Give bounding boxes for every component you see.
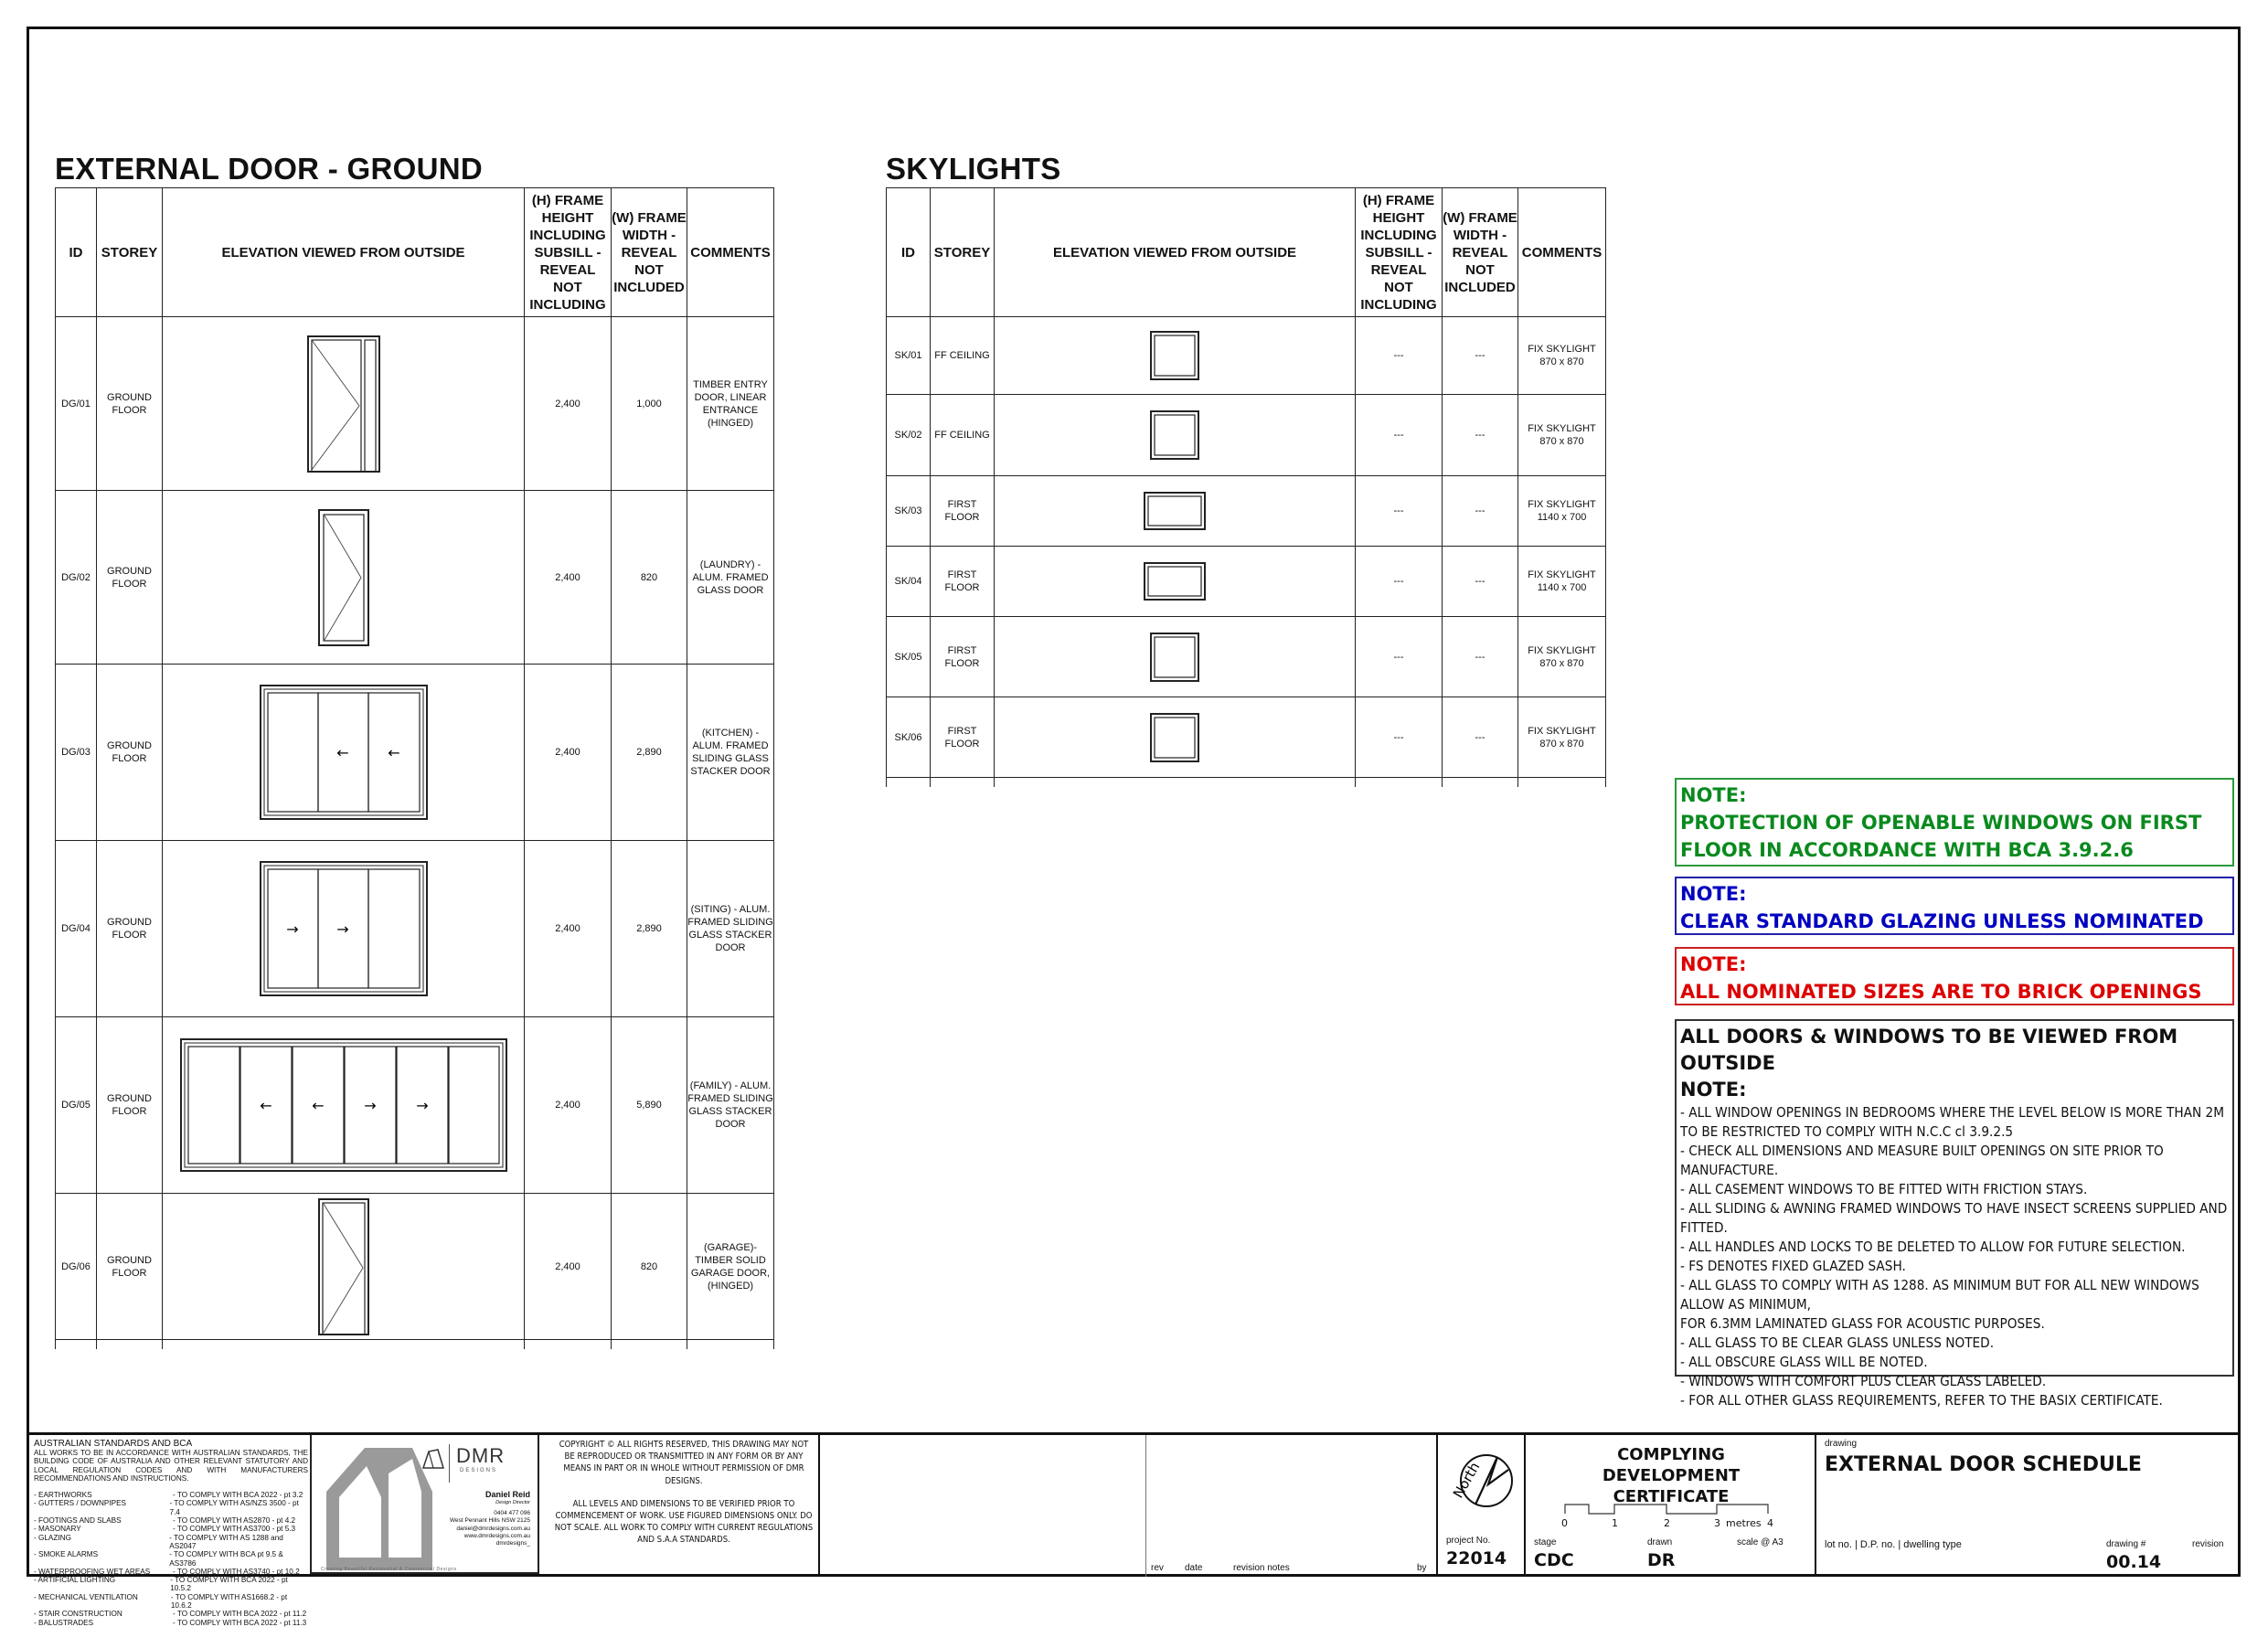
brand-sub: DESIGNS	[460, 1468, 498, 1473]
door-id: DG/01	[56, 317, 97, 491]
door-comments: (GARAGE)- TIMBER SOLID GARAGE DOOR, (HINGED)	[687, 1194, 774, 1340]
scale-bar-icon	[1561, 1497, 1799, 1525]
header-frame-width: (W) FRAME WIDTH - REVEAL NOT INCLUDED	[612, 188, 687, 317]
header-storey: STOREY	[931, 188, 995, 317]
table-row	[887, 547, 1606, 617]
skylight-height: ---	[1356, 697, 1443, 778]
door-height: 2,400	[525, 491, 612, 665]
revision-col-notes: revision notes	[1233, 1563, 1290, 1573]
skylight-storey: FF CEILING	[931, 317, 995, 395]
standard-item: - GLAZING	[34, 1533, 71, 1542]
skylight-height: ---	[1356, 395, 1443, 476]
svg-text:←: ←	[259, 1097, 272, 1114]
standard-item: - GUTTERS / DOWNPIPES	[34, 1499, 126, 1508]
standards-row	[34, 1619, 308, 1627]
standards-title: AUSTRALIAN STANDARDS AND BCA	[34, 1439, 193, 1449]
revisions-block	[1148, 1433, 1441, 1577]
skylight-height: ---	[1356, 547, 1443, 617]
note-text: CLEAR STANDARD GLAZING UNLESS NOMINATED	[1680, 910, 2204, 932]
svg-text:←: ←	[311, 1097, 325, 1114]
door-comments: (LAUNDRY) - ALUM. FRAMED GLASS DOOR	[687, 491, 774, 665]
sliding-stacker-door-6-panel-drawing	[180, 1038, 507, 1172]
door-id: DG/05	[56, 1017, 97, 1194]
project-no-label: project No.	[1446, 1536, 1491, 1546]
skylight-id: SK/03	[887, 476, 931, 547]
skylight-id: SK/02	[887, 395, 931, 476]
skylight-comments: FIX SKYLIGHT 870 x 870	[1518, 697, 1606, 778]
skylights-title: SKYLIGHTS	[886, 152, 1061, 186]
standard-requirement: - TO COMPLY WITH BCA 2022 - pt 11.2	[173, 1610, 307, 1619]
certificate-title: COMPLYING DEVELOPMENT CERTIFICATE	[1602, 1445, 1741, 1506]
revision-col-rev: rev	[1151, 1563, 1164, 1573]
copyright-block	[554, 1433, 814, 1577]
header-id: ID	[887, 188, 931, 317]
skylight-width: ---	[1443, 395, 1518, 476]
door-comments: (FAMILY) - ALUM. FRAMED SLIDING GLASS STACKER DOOR	[687, 1017, 774, 1194]
table-row	[887, 395, 1606, 476]
door-storey: GROUND FLOOR	[97, 665, 163, 841]
door-elevation	[163, 491, 525, 665]
standards-row	[34, 1568, 308, 1576]
table-row	[887, 476, 1606, 547]
note-label: NOTE:	[1680, 883, 1747, 905]
contact-name: Daniel Reid	[484, 1490, 530, 1499]
header-frame-width: (W) FRAME WIDTH - REVEAL NOT INCLUDED	[1443, 188, 1518, 317]
door-width: 2,890	[612, 665, 687, 841]
skylight-elevation	[995, 547, 1356, 617]
copyright-text: COPYRIGHT © ALL RIGHTS RESERVED, THIS DRAWING MAY NOT BE REPRODUCED OR TRANSMITTED IN ANY FORM OR BY ANY MEANS IN PART OR IN WHOLE WITHOUT PERMISSION OF DMR DESIGNS.	[559, 1440, 809, 1486]
table-row	[56, 1194, 774, 1340]
door-schedule-header	[56, 188, 774, 317]
skylight-storey: FIRST FLOOR	[931, 617, 995, 697]
door-id: DG/04	[56, 841, 97, 1017]
scale-tick: 1	[1612, 1517, 1618, 1529]
header-storey: STOREY	[97, 188, 163, 317]
skylights-header	[887, 188, 1606, 317]
door-height: 2,400	[525, 317, 612, 491]
note-text: ALL NOMINATED SIZES ARE TO BRICK OPENINGS	[1680, 981, 2202, 1003]
skylight-width: ---	[1443, 697, 1518, 778]
scale-tick: 4	[1767, 1517, 1773, 1529]
list-item: - ALL SLIDING & AWNING FRAMED WINDOWS TO HAVE INSECT SCREENS SUPPLIED AND FITTED.	[1680, 1200, 2228, 1236]
skylight-id: SK/04	[887, 547, 931, 617]
header-comments: COMMENTS	[687, 188, 774, 317]
list-item: - ALL HANDLES AND LOCKS TO BE DELETED TO ALLOW FOR FUTURE SELECTION.	[1680, 1239, 2186, 1255]
door-elevation	[163, 1194, 525, 1340]
general-notes-list	[1680, 1103, 2229, 1410]
stage-value: CDC	[1534, 1550, 1574, 1570]
header-comments: COMMENTS	[1518, 188, 1606, 317]
scale-label: scale @ A3	[1737, 1537, 1784, 1547]
skylight-id: SK/05	[887, 617, 931, 697]
skylight-elevation	[995, 697, 1356, 778]
door-height: 2,400	[525, 841, 612, 1017]
north-label: North	[1449, 1459, 1484, 1501]
drawing-number-value: 00.14	[2106, 1552, 2162, 1572]
standard-item: - ARTIFICIAL LIGHTING	[34, 1576, 116, 1585]
website: www.dmrdesigns.com.au	[463, 1532, 530, 1539]
svg-text:→: →	[415, 1097, 429, 1114]
header-frame-height: (H) FRAME HEIGHT INCLUDING SUBSILL - REVEAL NOT INCLUDING	[525, 188, 612, 317]
standards-row	[34, 1593, 308, 1611]
standards-list	[34, 1491, 308, 1627]
door-id: DG/02	[56, 491, 97, 665]
brand-name: DMR	[456, 1444, 506, 1467]
dmr-mark-icon	[421, 1448, 445, 1470]
header-elevation: ELEVATION VIEWED FROM OUTSIDE	[163, 188, 525, 317]
list-item: - ALL GLASS TO BE CLEAR GLASS UNLESS NOTED.	[1680, 1335, 1995, 1351]
note-heading: ALL DOORS & WINDOWS TO BE VIEWED FROM OUTSIDE	[1680, 1026, 2178, 1074]
svg-text:→: →	[335, 920, 349, 938]
skylight-id: SK/01	[887, 317, 931, 395]
drawn-label: drawn	[1647, 1537, 1673, 1547]
table-row	[887, 317, 1606, 395]
door-elevation	[163, 841, 525, 1017]
list-item: - FS DENOTES FIXED GLAZED SASH.	[1680, 1258, 1906, 1274]
skylight-storey: FIRST FLOOR	[931, 697, 995, 778]
standards-row	[34, 1534, 308, 1551]
skylights-table	[886, 187, 1606, 787]
skylight-comments: FIX SKYLIGHT 1140 x 700	[1518, 476, 1606, 547]
skylight-storey: FIRST FLOOR	[931, 547, 995, 617]
table-row	[56, 491, 774, 665]
certificate-block	[1527, 1433, 1815, 1577]
skylight-id: SK/06	[887, 697, 931, 778]
scale-tick: 2	[1664, 1517, 1670, 1529]
lot-details-label: lot no. | D.P. no. | dwelling type	[1825, 1539, 1962, 1550]
skylight-width: ---	[1443, 617, 1518, 697]
skylight-comments: FIX SKYLIGHT 870 x 870	[1518, 317, 1606, 395]
rectangular-skylight-drawing	[1144, 562, 1206, 601]
contact-details	[450, 1510, 530, 1547]
skylight-width: ---	[1443, 317, 1518, 395]
sliding-stacker-door-3-panel-drawing	[260, 861, 428, 996]
list-item: FOR 6.3MM LAMINATED GLASS FOR ACOUSTIC PURPOSES.	[1680, 1315, 2045, 1332]
skylight-elevation	[995, 395, 1356, 476]
door-width: 2,890	[612, 841, 687, 1017]
standards-row	[34, 1491, 308, 1499]
table-row	[887, 697, 1606, 778]
address: West Pennant Hills NSW 2125	[449, 1517, 530, 1525]
square-skylight-drawing	[1150, 633, 1199, 682]
door-storey: GROUND FLOOR	[97, 841, 163, 1017]
skylight-width: ---	[1443, 476, 1518, 547]
door-height: 2,400	[525, 1017, 612, 1194]
note-label: NOTE:	[1680, 1079, 1747, 1101]
door-storey: GROUND FLOOR	[97, 1194, 163, 1340]
table-row	[56, 317, 774, 491]
skylight-height: ---	[1356, 476, 1443, 547]
project-no-value: 22014	[1446, 1548, 1507, 1569]
door-height: 2,400	[525, 1194, 612, 1340]
drawing-title-block	[1817, 1433, 2238, 1577]
door-comments: TIMBER ENTRY DOOR, LINEAR ENTRANCE (HINGED)	[687, 317, 774, 491]
door-width: 820	[612, 491, 687, 665]
square-skylight-drawing	[1150, 410, 1199, 460]
hinged-door-with-sidelight-drawing	[307, 335, 380, 473]
solid-garage-door-drawing	[318, 1198, 369, 1335]
scale-tick: 0	[1561, 1517, 1568, 1529]
note-general-doors-windows	[1675, 1019, 2234, 1409]
header-elevation: ELEVATION VIEWED FROM OUTSIDE	[995, 188, 1356, 317]
note-label: NOTE:	[1680, 953, 1747, 975]
skylight-width: ---	[1443, 547, 1518, 617]
standard-requirement: - TO COMPLY WITH AS2870 - pt 4.2	[173, 1516, 296, 1526]
door-elevation	[163, 317, 525, 491]
door-elevation	[163, 1017, 525, 1194]
rectangular-skylight-drawing	[1144, 492, 1206, 530]
list-item: - ALL OBSCURE GLASS WILL BE NOTED.	[1680, 1354, 1928, 1370]
standard-requirement: - TO COMPLY WITH AS/NZS 3500 - pt 7.4	[169, 1499, 299, 1516]
revision-col-by: by	[1417, 1563, 1427, 1573]
standard-requirement: - TO COMPLY WITH BCA 2022 - pt 11.3	[173, 1618, 307, 1627]
standard-item: - MASONARY	[34, 1525, 81, 1534]
note-clear-glazing	[1675, 877, 2234, 935]
skylight-elevation	[995, 476, 1356, 547]
square-skylight-drawing	[1150, 331, 1199, 380]
door-width: 5,890	[612, 1017, 687, 1194]
revision-label: revision	[2192, 1539, 2224, 1549]
door-id: DG/03	[56, 665, 97, 841]
standard-item: - EARTHWORKS	[34, 1491, 92, 1500]
standards-row	[34, 1516, 308, 1525]
phone: 0404 477 096	[494, 1510, 530, 1516]
list-item: - WINDOWS WITH COMFORT PLUS CLEAR GLASS LABELED.	[1680, 1373, 2047, 1389]
sliding-stacker-door-3-panel-drawing	[260, 685, 428, 820]
skylight-comments: FIX SKYLIGHT 1140 x 700	[1518, 547, 1606, 617]
stage-label: stage	[1534, 1537, 1557, 1547]
list-item: - CHECK ALL DIMENSIONS AND MEASURE BUILT OPENINGS ON SITE PRIOR TO MANUFACTURE.	[1680, 1143, 2164, 1178]
contact-role: Design Director	[495, 1500, 530, 1505]
email: daniel@dmrdesigns.com.au	[456, 1525, 530, 1532]
standard-requirement: - TO COMPLY WITH AS3700 - pt 5.3	[173, 1525, 296, 1534]
drawing-number-label: drawing #	[2106, 1539, 2146, 1549]
list-item: - ALL GLASS TO COMPLY WITH AS 1288. AS MINIMUM BUT FOR ALL NEW WINDOWS ALLOW AS MINIMUM,	[1680, 1277, 2199, 1313]
list-item: - ALL WINDOW OPENINGS IN BEDROOMS WHERE THE LEVEL BELOW IS MORE THAN 2M TO BE RESTRICTED TO COMPLY WITH N.C.C cl 3.9.2.5	[1680, 1104, 2225, 1140]
dmr-logo-block	[310, 1435, 539, 1574]
list-item: - FOR ALL OTHER GLASS REQUIREMENTS, REFER TO THE BASIX CERTIFICATE.	[1680, 1392, 2163, 1409]
standards-intro: ALL WORKS TO BE IN ACCORDANCE WITH AUSTRALIAN STANDARDS, THE BUILDING CODE OF AUSTRALIA AND OTHER RELEVANT STATUTORY AND LOCAL REGULATION CODES AND WITH MANUFACTURERS RECOMMENDATIONS AND INSTRUCTIONS.	[34, 1449, 308, 1483]
glass-door-drawing	[318, 509, 369, 646]
note-first-floor-window-protection	[1675, 778, 2234, 867]
standards-row	[34, 1550, 308, 1568]
skylight-height: ---	[1356, 617, 1443, 697]
header-id: ID	[56, 188, 97, 317]
standard-requirement: - TO COMPLY WITH BCA 2022 - pt 3.2	[173, 1491, 303, 1500]
north-arrow-icon	[1441, 1442, 1519, 1525]
svg-text:←: ←	[387, 744, 400, 761]
door-height: 2,400	[525, 665, 612, 841]
drawn-value: DR	[1647, 1550, 1676, 1570]
table-row	[56, 841, 774, 1017]
note-brick-openings	[1675, 947, 2234, 1005]
skylight-storey: FF CEILING	[931, 395, 995, 476]
standard-requirement: - TO COMPLY WITH AS 1288 and AS2047	[169, 1533, 283, 1550]
door-id: DG/06	[56, 1194, 97, 1340]
standard-item: - STAIR CONSTRUCTION	[34, 1610, 122, 1619]
skylight-elevation	[995, 617, 1356, 697]
standards-row	[34, 1525, 308, 1533]
door-width: 820	[612, 1194, 687, 1340]
standard-requirement: - TO COMPLY WITH BCA pt 9.5 & AS3786	[169, 1550, 283, 1568]
australian-standards-block	[34, 1433, 308, 1627]
scale-tick: 3	[1714, 1517, 1720, 1529]
standards-row	[34, 1576, 308, 1593]
table-row	[56, 665, 774, 841]
svg-text:→: →	[363, 1097, 377, 1114]
logo-tagline: Creating Beautiful Residential & Commercial Designs	[321, 1567, 457, 1572]
door-width: 1,000	[612, 317, 687, 491]
table-row	[56, 1017, 774, 1194]
note-label: NOTE:	[1680, 784, 1747, 806]
north-project-block	[1439, 1433, 1523, 1577]
drawing-title: EXTERNAL DOOR SCHEDULE	[1825, 1453, 2142, 1476]
door-storey: GROUND FLOOR	[97, 317, 163, 491]
standard-item: - FOOTINGS AND SLABS	[34, 1516, 122, 1526]
standard-item: - SMOKE ALARMS	[34, 1550, 99, 1559]
verification-text: ALL LEVELS AND DIMENSIONS TO BE VERIFIED PRIOR TO COMMENCEMENT OF WORK. USE FIGURED DIMENSIONS ONLY. DO NOT SCALE. ALL WORK TO COMPLY WITH CURRENT REGULATIONS AND S.A.A STANDARDS.	[554, 1498, 814, 1546]
standard-item: - BALUSTRADES	[34, 1618, 94, 1627]
door-schedule-title: EXTERNAL DOOR - GROUND	[55, 152, 484, 186]
note-text: PROTECTION OF OPENABLE WINDOWS ON FIRST FLOOR IN ACCORDANCE WITH BCA 3.9.2.6	[1680, 812, 2202, 861]
skylight-comments: FIX SKYLIGHT 870 x 870	[1518, 617, 1606, 697]
skylight-height: ---	[1356, 317, 1443, 395]
list-item: - ALL CASEMENT WINDOWS TO BE FITTED WITH FRICTION STAYS.	[1680, 1181, 2088, 1197]
skylight-comments: FIX SKYLIGHT 870 x 870	[1518, 395, 1606, 476]
door-comments: (SITING) - ALUM. FRAMED SLIDING GLASS STACKER DOOR	[687, 841, 774, 1017]
skylight-elevation	[995, 317, 1356, 395]
standard-item: - WATERPROOFING WET AREAS	[34, 1567, 151, 1576]
svg-text:←: ←	[335, 744, 349, 761]
door-elevation	[163, 665, 525, 841]
social-handle: dmrdesigns_	[495, 1540, 530, 1547]
revision-col-date: date	[1185, 1563, 1203, 1573]
drawing-label: drawing	[1825, 1439, 1858, 1449]
door-storey: GROUND FLOOR	[97, 491, 163, 665]
skylight-storey: FIRST FLOOR	[931, 476, 995, 547]
standard-item: - MECHANICAL VENTILATION	[34, 1592, 138, 1601]
standard-requirement: - TO COMPLY WITH BCA 2022 - pt 10.5.2	[170, 1576, 288, 1593]
door-schedule-table	[55, 187, 774, 1349]
square-skylight-drawing	[1150, 713, 1199, 762]
scale-unit: metres	[1726, 1517, 1762, 1529]
table-row	[887, 617, 1606, 697]
door-comments: (KITCHEN) - ALUM. FRAMED SLIDING GLASS STACKER DOOR	[687, 665, 774, 841]
header-frame-height: (H) FRAME HEIGHT INCLUDING SUBSILL - REVEAL NOT INCLUDING	[1356, 188, 1443, 317]
standard-requirement: - TO COMPLY WITH AS3740 - pt 10.2	[173, 1567, 300, 1576]
standard-requirement: - TO COMPLY WITH AS1668.2 - pt 10.6.2	[170, 1592, 288, 1611]
svg-text:→: →	[285, 920, 299, 938]
door-storey: GROUND FLOOR	[97, 1017, 163, 1194]
standards-row	[34, 1610, 308, 1618]
standards-row	[34, 1499, 308, 1516]
